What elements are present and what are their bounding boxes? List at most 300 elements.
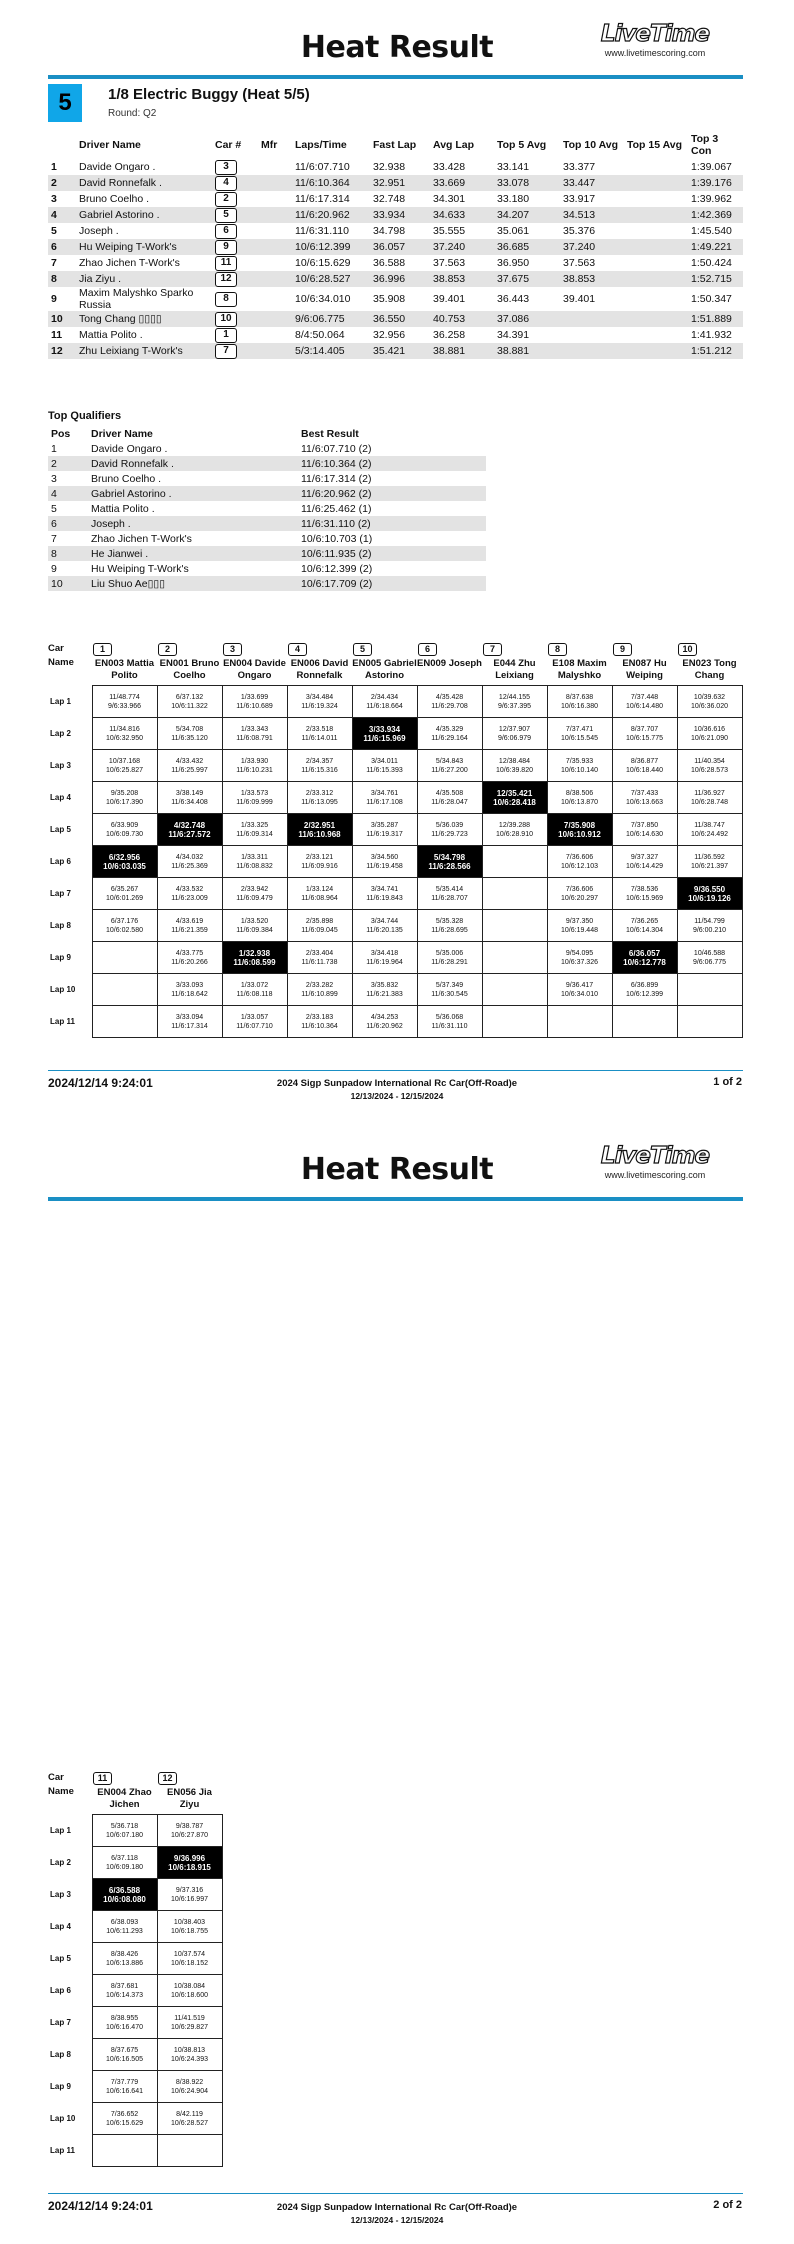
lap-row bbox=[48, 814, 742, 846]
result-mfr bbox=[258, 343, 292, 359]
result-car bbox=[212, 159, 258, 175]
lap-time: 6/37.176 bbox=[110, 917, 139, 925]
footer-page-number-2: 2 of 2 bbox=[713, 2199, 742, 2211]
lap-time: 12/38.484 bbox=[498, 757, 531, 765]
lap-time: 1/33.325 bbox=[240, 821, 269, 829]
lap-cell bbox=[547, 1006, 612, 1038]
lap-total: 10/6:14.480 bbox=[626, 702, 663, 710]
qualifier-driver: Liu Shuo Ae▯▯▯ bbox=[88, 576, 298, 591]
lap-cell bbox=[287, 782, 352, 814]
result-driver: Hu Weiping T-Work's bbox=[76, 239, 212, 255]
result-top3con: 1:49.221 bbox=[688, 239, 743, 255]
lap-time: 8/42.119 bbox=[176, 2110, 203, 2118]
lap-cell bbox=[157, 1943, 222, 1975]
top-qualifiers-title: Top Qualifiers bbox=[48, 410, 122, 422]
car-number-box: 5 bbox=[215, 208, 237, 223]
car-header bbox=[287, 643, 352, 686]
result-top15 bbox=[624, 255, 688, 271]
lap-cell bbox=[482, 1006, 547, 1038]
result-avg: 37.563 bbox=[433, 257, 466, 269]
result-row bbox=[48, 343, 743, 359]
lap-label: Lap 7 bbox=[50, 2018, 71, 2027]
lap-cell bbox=[157, 1847, 222, 1879]
lap-total: 11/6:10.231 bbox=[236, 766, 273, 774]
lap-total: 10/6:28.418 bbox=[493, 797, 536, 807]
result-top3con: 1:52.715 bbox=[688, 271, 743, 287]
car-driver-name: EN056 Jia Ziyu bbox=[167, 1787, 212, 1810]
lap-cell bbox=[612, 718, 677, 750]
lap-total: 10/6:24.492 bbox=[691, 830, 728, 838]
car-number-box: 8 bbox=[215, 292, 237, 307]
lap-total: 11/6:35.120 bbox=[171, 734, 208, 742]
lap-time: 8/36.877 bbox=[630, 757, 659, 765]
result-avg: 38.853 bbox=[430, 271, 494, 287]
qualifier-best: 11/6:17.314 (2) bbox=[301, 472, 372, 485]
lap-total: 10/6:24.904 bbox=[171, 2087, 208, 2095]
lap-total: 10/6:39.820 bbox=[496, 766, 533, 774]
result-car bbox=[212, 207, 258, 223]
lap-total: 11/6:10.364 bbox=[301, 1022, 338, 1030]
lap-time: 2/33.312 bbox=[305, 789, 334, 797]
lap-total: 10/6:27.870 bbox=[171, 1831, 208, 1839]
lap-row bbox=[48, 1975, 222, 2007]
lap-time: 11/36.927 bbox=[694, 789, 725, 797]
lap-label: Lap 8 bbox=[50, 2050, 71, 2059]
qualifier-driver: Hu Weiping T-Work's bbox=[91, 562, 189, 575]
car-number-box: 2 bbox=[158, 643, 177, 656]
result-avg: 34.301 bbox=[433, 193, 466, 205]
car-driver-name: Chang bbox=[694, 670, 725, 681]
lap-time: 7/36.652 bbox=[110, 2110, 139, 2118]
lap-label: Lap 6 bbox=[50, 857, 71, 866]
lap-cell bbox=[157, 2039, 222, 2071]
result-top5: 35.061 bbox=[497, 225, 530, 237]
lap-cell bbox=[222, 846, 287, 878]
lap-cell bbox=[157, 2071, 222, 2103]
lap-total: 11/6:19.964 bbox=[366, 958, 403, 966]
lap-time: 10/46.588 bbox=[693, 949, 726, 957]
lap-time: 5/34.798 bbox=[433, 852, 466, 862]
car-label: Car bbox=[48, 643, 64, 654]
car-header bbox=[547, 643, 612, 686]
car-driver-name: Coelho bbox=[173, 670, 206, 681]
lap-total: 10/6:34.010 bbox=[561, 990, 598, 998]
lap-time: 8/37.638 bbox=[565, 693, 594, 701]
lap-cell bbox=[482, 718, 547, 750]
lap-time: 5/34.708 bbox=[175, 725, 204, 733]
lap-time: 11/41.519 bbox=[174, 2014, 205, 2022]
lap-total: 11/6:10.968 bbox=[298, 829, 341, 839]
result-mfr bbox=[258, 223, 292, 239]
qualifier-best: 11/6:20.962 (2) bbox=[298, 486, 486, 501]
car-driver-name: E108 Maxim bbox=[552, 658, 607, 669]
result-row bbox=[48, 255, 743, 271]
lap-row bbox=[48, 1006, 742, 1038]
result-row bbox=[48, 271, 743, 287]
lap-time: 1/32.938 bbox=[238, 948, 271, 958]
result-avg: 40.753 bbox=[430, 311, 494, 327]
lap-label: Lap 10 bbox=[50, 985, 76, 994]
car-driver-name: Weiping bbox=[626, 670, 663, 681]
lap-cell bbox=[157, 1006, 222, 1038]
name-label: Name bbox=[48, 1786, 74, 1797]
qualifier-row bbox=[48, 546, 486, 561]
lap-total: 11/6:09.999 bbox=[236, 798, 273, 806]
lap-total: 11/6:11.738 bbox=[301, 958, 338, 966]
lap-cell bbox=[92, 1879, 157, 1911]
results-col-header: Fast Lap bbox=[373, 139, 417, 151]
lap-time: 7/37.448 bbox=[630, 693, 659, 701]
car-driver-name: EN087 Hu bbox=[622, 658, 667, 669]
page-2 bbox=[0, 1122, 794, 2244]
result-mfr bbox=[258, 175, 292, 191]
qualifier-pos: 8 bbox=[48, 546, 88, 561]
livetime-logo: LiveTime www.livetimescoring.com bbox=[600, 21, 710, 58]
result-laps: 8/4:50.064 bbox=[295, 329, 345, 341]
lap-total: 11/6:09.314 bbox=[236, 830, 273, 838]
result-laps: 10/6:15.629 bbox=[295, 257, 351, 269]
lap-row bbox=[48, 782, 742, 814]
qualifier-row bbox=[48, 486, 486, 501]
lap-label: Lap 3 bbox=[50, 1890, 71, 1899]
lap-total: 10/6:11.322 bbox=[171, 702, 208, 710]
lap-total: 10/6:13.870 bbox=[561, 798, 598, 806]
car-driver-name: EN004 Davide bbox=[223, 658, 286, 669]
qualifier-best: 10/6:11.935 (2) bbox=[298, 546, 486, 561]
lap-cell bbox=[677, 878, 742, 910]
qualifier-row bbox=[48, 516, 486, 531]
result-top15 bbox=[624, 207, 688, 223]
lap-cell bbox=[352, 750, 417, 782]
result-pos: 1 bbox=[51, 161, 57, 173]
lap-cell bbox=[547, 718, 612, 750]
car-number-box: 1 bbox=[93, 643, 112, 656]
result-top15 bbox=[624, 327, 688, 343]
result-fast: 36.550 bbox=[370, 311, 430, 327]
lap-cell bbox=[222, 1006, 287, 1038]
result-top15 bbox=[624, 311, 688, 327]
lap-cell bbox=[677, 782, 742, 814]
lap-time: 8/38.922 bbox=[175, 2078, 204, 2086]
lap-time: 6/37.132 bbox=[175, 693, 204, 701]
car-driver-name: E044 Zhu bbox=[493, 658, 536, 669]
lap-total: 11/6:09.479 bbox=[236, 894, 273, 902]
lap-cell bbox=[417, 974, 482, 1006]
result-pos: 2 bbox=[48, 175, 76, 191]
lap-total: 11/6:23.009 bbox=[171, 894, 208, 902]
result-laps: 10/6:12.399 bbox=[292, 239, 370, 255]
lap-cell bbox=[547, 942, 612, 974]
car-driver-name: EN003 Mattia bbox=[94, 658, 155, 669]
result-top10: 37.563 bbox=[563, 257, 596, 269]
qualifier-driver: Zhao Jichen T-Work's bbox=[91, 532, 192, 545]
lap-cell bbox=[157, 910, 222, 942]
results-table bbox=[48, 131, 743, 359]
qualifier-driver: Gabriel Astorino . bbox=[88, 486, 298, 501]
qualifier-best: 10/6:17.709 (2) bbox=[298, 576, 486, 591]
lap-time: 2/33.282 bbox=[305, 981, 334, 989]
car-number-box: 9 bbox=[613, 643, 632, 656]
lap-total: 10/6:16.997 bbox=[171, 1895, 208, 1903]
lap-cell bbox=[417, 686, 482, 718]
result-top10 bbox=[560, 343, 624, 359]
lap-cell bbox=[612, 782, 677, 814]
result-top10: 35.376 bbox=[563, 225, 596, 237]
lap-cell bbox=[287, 750, 352, 782]
lap-total: 10/6:15.545 bbox=[561, 734, 598, 742]
lap-time: 3/33.094 bbox=[175, 1013, 204, 1021]
lap-cell bbox=[157, 1815, 222, 1847]
car-header bbox=[92, 1772, 157, 1815]
lap-time: 7/37.779 bbox=[110, 2078, 139, 2086]
car-header bbox=[222, 643, 287, 686]
result-row bbox=[48, 207, 743, 223]
qualifier-pos: 7 bbox=[51, 532, 57, 545]
lap-cell bbox=[287, 910, 352, 942]
footer-event: 2024 Sigp Sunpadow International Rc Car(Off-Road)e 12/13/2024 - 12/15/2024 bbox=[276, 1078, 518, 1101]
lap-cell bbox=[352, 782, 417, 814]
lap-time: 2/35.898 bbox=[305, 917, 334, 925]
lap-cell bbox=[157, 814, 222, 846]
lap-cell bbox=[92, 2039, 157, 2071]
lap-time: 2/33.404 bbox=[305, 949, 334, 957]
lap-cell bbox=[677, 814, 742, 846]
lap-time: 6/38.093 bbox=[110, 1918, 139, 1926]
result-top3con: 1:50.347 bbox=[691, 293, 732, 305]
car-number-box: 3 bbox=[223, 643, 242, 656]
result-row bbox=[48, 327, 743, 343]
result-avg: 37.240 bbox=[430, 239, 494, 255]
lap-total: 10/6:07.180 bbox=[106, 1831, 143, 1839]
result-top3con: 1:51.212 bbox=[688, 343, 743, 359]
lap-time: 11/36.592 bbox=[694, 853, 725, 861]
footer-rule-2 bbox=[48, 2193, 743, 2194]
lap-cell bbox=[157, 782, 222, 814]
car-label: Car bbox=[48, 1772, 64, 1783]
result-pos: 8 bbox=[48, 271, 76, 287]
lap-time: 1/33.124 bbox=[305, 885, 334, 893]
result-pos: 9 bbox=[51, 293, 57, 305]
result-laps: 9/6:06.775 bbox=[292, 311, 370, 327]
result-mfr bbox=[258, 271, 292, 287]
lap-cell bbox=[157, 2007, 222, 2039]
lap-time: 9/36.417 bbox=[565, 981, 594, 989]
lap-total: 10/6:11.293 bbox=[106, 1927, 143, 1935]
top-qualifiers-table bbox=[48, 426, 486, 591]
lap-time: 7/37.433 bbox=[630, 789, 659, 797]
lap-total: 11/6:19.317 bbox=[366, 830, 403, 838]
lap-total: 10/6:28.748 bbox=[691, 798, 728, 806]
result-row bbox=[48, 223, 743, 239]
lap-cell bbox=[287, 974, 352, 1006]
lap-label: Lap 5 bbox=[50, 825, 71, 834]
lap-total: 10/6:13.663 bbox=[626, 798, 663, 806]
lap-cell bbox=[222, 814, 287, 846]
lap-cell bbox=[157, 1911, 222, 1943]
qualifiers-header-row bbox=[48, 426, 486, 441]
lap-cell bbox=[417, 718, 482, 750]
result-pos: 4 bbox=[48, 207, 76, 223]
lap-time: 2/32.951 bbox=[303, 820, 336, 830]
lap-cell bbox=[677, 846, 742, 878]
lap-cell bbox=[287, 846, 352, 878]
lap-cell bbox=[92, 750, 157, 782]
car-driver-name: Leixiang bbox=[495, 670, 534, 681]
lap-cell bbox=[677, 974, 742, 1006]
lap-cell bbox=[92, 910, 157, 942]
lap-time: 11/40.354 bbox=[694, 757, 725, 765]
lap-total: 11/6:19.843 bbox=[366, 894, 403, 902]
result-top5: 33.180 bbox=[497, 193, 530, 205]
lap-total: 11/6:08.118 bbox=[236, 990, 273, 998]
lap-cell bbox=[287, 814, 352, 846]
lap-total: 10/6:16.505 bbox=[106, 2055, 143, 2063]
lap-total: 11/6:20.135 bbox=[366, 926, 403, 934]
car-header bbox=[612, 643, 677, 686]
result-avg: 36.258 bbox=[433, 329, 466, 341]
lap-row bbox=[48, 1943, 222, 1975]
lap-cell bbox=[287, 686, 352, 718]
car-number-box: 7 bbox=[215, 344, 237, 359]
lap-cell bbox=[92, 1847, 157, 1879]
lap-cell bbox=[157, 750, 222, 782]
lap-cell bbox=[677, 750, 742, 782]
lap-total: 11/6:29.164 bbox=[431, 734, 468, 742]
lap-label: Lap 11 bbox=[50, 2146, 75, 2155]
lap-cell bbox=[92, 686, 157, 718]
lap-time: 4/33.532 bbox=[175, 885, 204, 893]
lap-cell bbox=[352, 846, 417, 878]
lap-total: 11/6:13.095 bbox=[301, 798, 338, 806]
lap-total: 10/6:09.730 bbox=[106, 830, 143, 838]
lap-cell bbox=[157, 846, 222, 878]
lap-cell bbox=[417, 1006, 482, 1038]
lap-total: 11/6:28.047 bbox=[431, 798, 468, 806]
car-driver-name: EN009 Joseph bbox=[417, 658, 482, 669]
qualifier-pos: 10 bbox=[48, 576, 88, 591]
car-number-box: 12 bbox=[215, 272, 237, 287]
lap-cell bbox=[92, 2135, 157, 2167]
lap-cell bbox=[482, 942, 547, 974]
result-row bbox=[48, 311, 743, 327]
footer-page-number: 1 of 2 bbox=[713, 1076, 742, 1088]
lap-time: 3/38.149 bbox=[175, 789, 204, 797]
qualifier-row bbox=[48, 456, 486, 471]
lap-chart-page-2 bbox=[48, 1772, 223, 2167]
lap-time: 10/39.632 bbox=[693, 693, 726, 701]
car-number-box: 4 bbox=[215, 176, 237, 191]
result-top5: 36.685 bbox=[494, 239, 560, 255]
lap-total: 10/6:24.393 bbox=[171, 2055, 208, 2063]
result-top5: 37.675 bbox=[494, 271, 560, 287]
lap-time: 2/33.942 bbox=[240, 885, 269, 893]
lap-cell bbox=[222, 750, 287, 782]
lap-row bbox=[48, 2039, 222, 2071]
lap-cell bbox=[92, 1943, 157, 1975]
lap-cell bbox=[612, 686, 677, 718]
result-laps: 11/6:20.962 bbox=[292, 207, 370, 223]
lap-total: 11/6:28.707 bbox=[431, 894, 468, 902]
result-top10: 37.240 bbox=[560, 239, 624, 255]
result-top10 bbox=[560, 327, 624, 343]
lap-row bbox=[48, 1879, 222, 1911]
qualifier-best: 11/6:31.110 (2) bbox=[298, 516, 486, 531]
lap-cell bbox=[612, 910, 677, 942]
lap-total: 11/6:27.572 bbox=[168, 829, 211, 839]
lap-time: 9/37.350 bbox=[565, 917, 594, 925]
lap-cell bbox=[482, 846, 547, 878]
lap-time: 12/35.421 bbox=[496, 788, 533, 798]
result-driver: Zhu Leixiang T-Work's bbox=[76, 343, 212, 359]
lap-total: 10/6:18.755 bbox=[171, 1927, 208, 1935]
car-number-box: 11 bbox=[93, 1772, 112, 1785]
qualifier-best: 10/6:12.399 (2) bbox=[301, 562, 373, 575]
lap-total: 10/6:18.152 bbox=[171, 1959, 208, 1967]
lap-time: 3/34.741 bbox=[370, 885, 399, 893]
result-fast: 33.934 bbox=[370, 207, 430, 223]
footer-rule bbox=[48, 1070, 743, 1071]
result-mfr bbox=[258, 191, 292, 207]
lap-time: 7/38.536 bbox=[630, 885, 659, 893]
lap-time: 12/44.155 bbox=[498, 693, 531, 701]
result-top15 bbox=[624, 159, 688, 175]
footer-event-2: 2024 Sigp Sunpadow International Rc Car(Off-Road)e 12/13/2024 - 12/15/2024 bbox=[276, 2202, 518, 2225]
lap-total: 11/6:25.369 bbox=[171, 862, 208, 870]
lap-time: 3/33.093 bbox=[175, 981, 204, 989]
lap-cell bbox=[482, 750, 547, 782]
result-top5: 37.086 bbox=[494, 311, 560, 327]
lap-cell bbox=[157, 2135, 222, 2167]
lap-chart-header-row bbox=[48, 643, 742, 686]
lap-cell bbox=[547, 974, 612, 1006]
page-title: Heat Result bbox=[300, 30, 494, 65]
lap-cell bbox=[677, 718, 742, 750]
lap-cell bbox=[157, 686, 222, 718]
result-top5: 36.443 bbox=[497, 293, 530, 305]
car-number-box: 6 bbox=[418, 643, 437, 656]
lap-total: 10/6:28.573 bbox=[691, 766, 728, 774]
lap-cell bbox=[612, 878, 677, 910]
lap-total: 9/6:06.775 bbox=[692, 958, 727, 966]
lap-time: 1/33.072 bbox=[240, 981, 269, 989]
car-driver-name: Malyshko bbox=[557, 670, 602, 681]
lap-time: 8/38.955 bbox=[110, 2014, 139, 2022]
lap-total: 11/6:07.710 bbox=[236, 1022, 273, 1030]
lap-cell bbox=[482, 686, 547, 718]
lap-total: 11/6:21.383 bbox=[366, 990, 403, 998]
lap-time: 9/54.095 bbox=[565, 949, 594, 957]
lap-time: 1/33.311 bbox=[241, 853, 268, 861]
result-car bbox=[212, 223, 258, 239]
qualifier-pos: 5 bbox=[51, 502, 57, 515]
lap-label: Lap 3 bbox=[50, 761, 71, 770]
car-name-label bbox=[48, 1772, 92, 1815]
lap-total: 10/6:16.641 bbox=[106, 2087, 143, 2095]
lap-row bbox=[48, 1847, 222, 1879]
lap-time: 10/36.616 bbox=[693, 725, 726, 733]
lap-time: 3/34.484 bbox=[305, 693, 334, 701]
result-top3con: 1:45.540 bbox=[691, 225, 732, 237]
lap-time: 7/37.471 bbox=[565, 725, 594, 733]
result-fast: 32.748 bbox=[373, 193, 406, 205]
qualifier-driver: Mattia Polito . bbox=[91, 502, 155, 515]
lap-total: 11/6:29.708 bbox=[431, 702, 468, 710]
qualifier-driver: David Ronnefalk . bbox=[88, 456, 298, 471]
qualifier-best: 10/6:10.703 (1) bbox=[301, 532, 373, 545]
result-fast: 36.057 bbox=[370, 239, 430, 255]
lap-total: 11/6:09.045 bbox=[301, 926, 338, 934]
result-pos: 7 bbox=[51, 257, 57, 269]
